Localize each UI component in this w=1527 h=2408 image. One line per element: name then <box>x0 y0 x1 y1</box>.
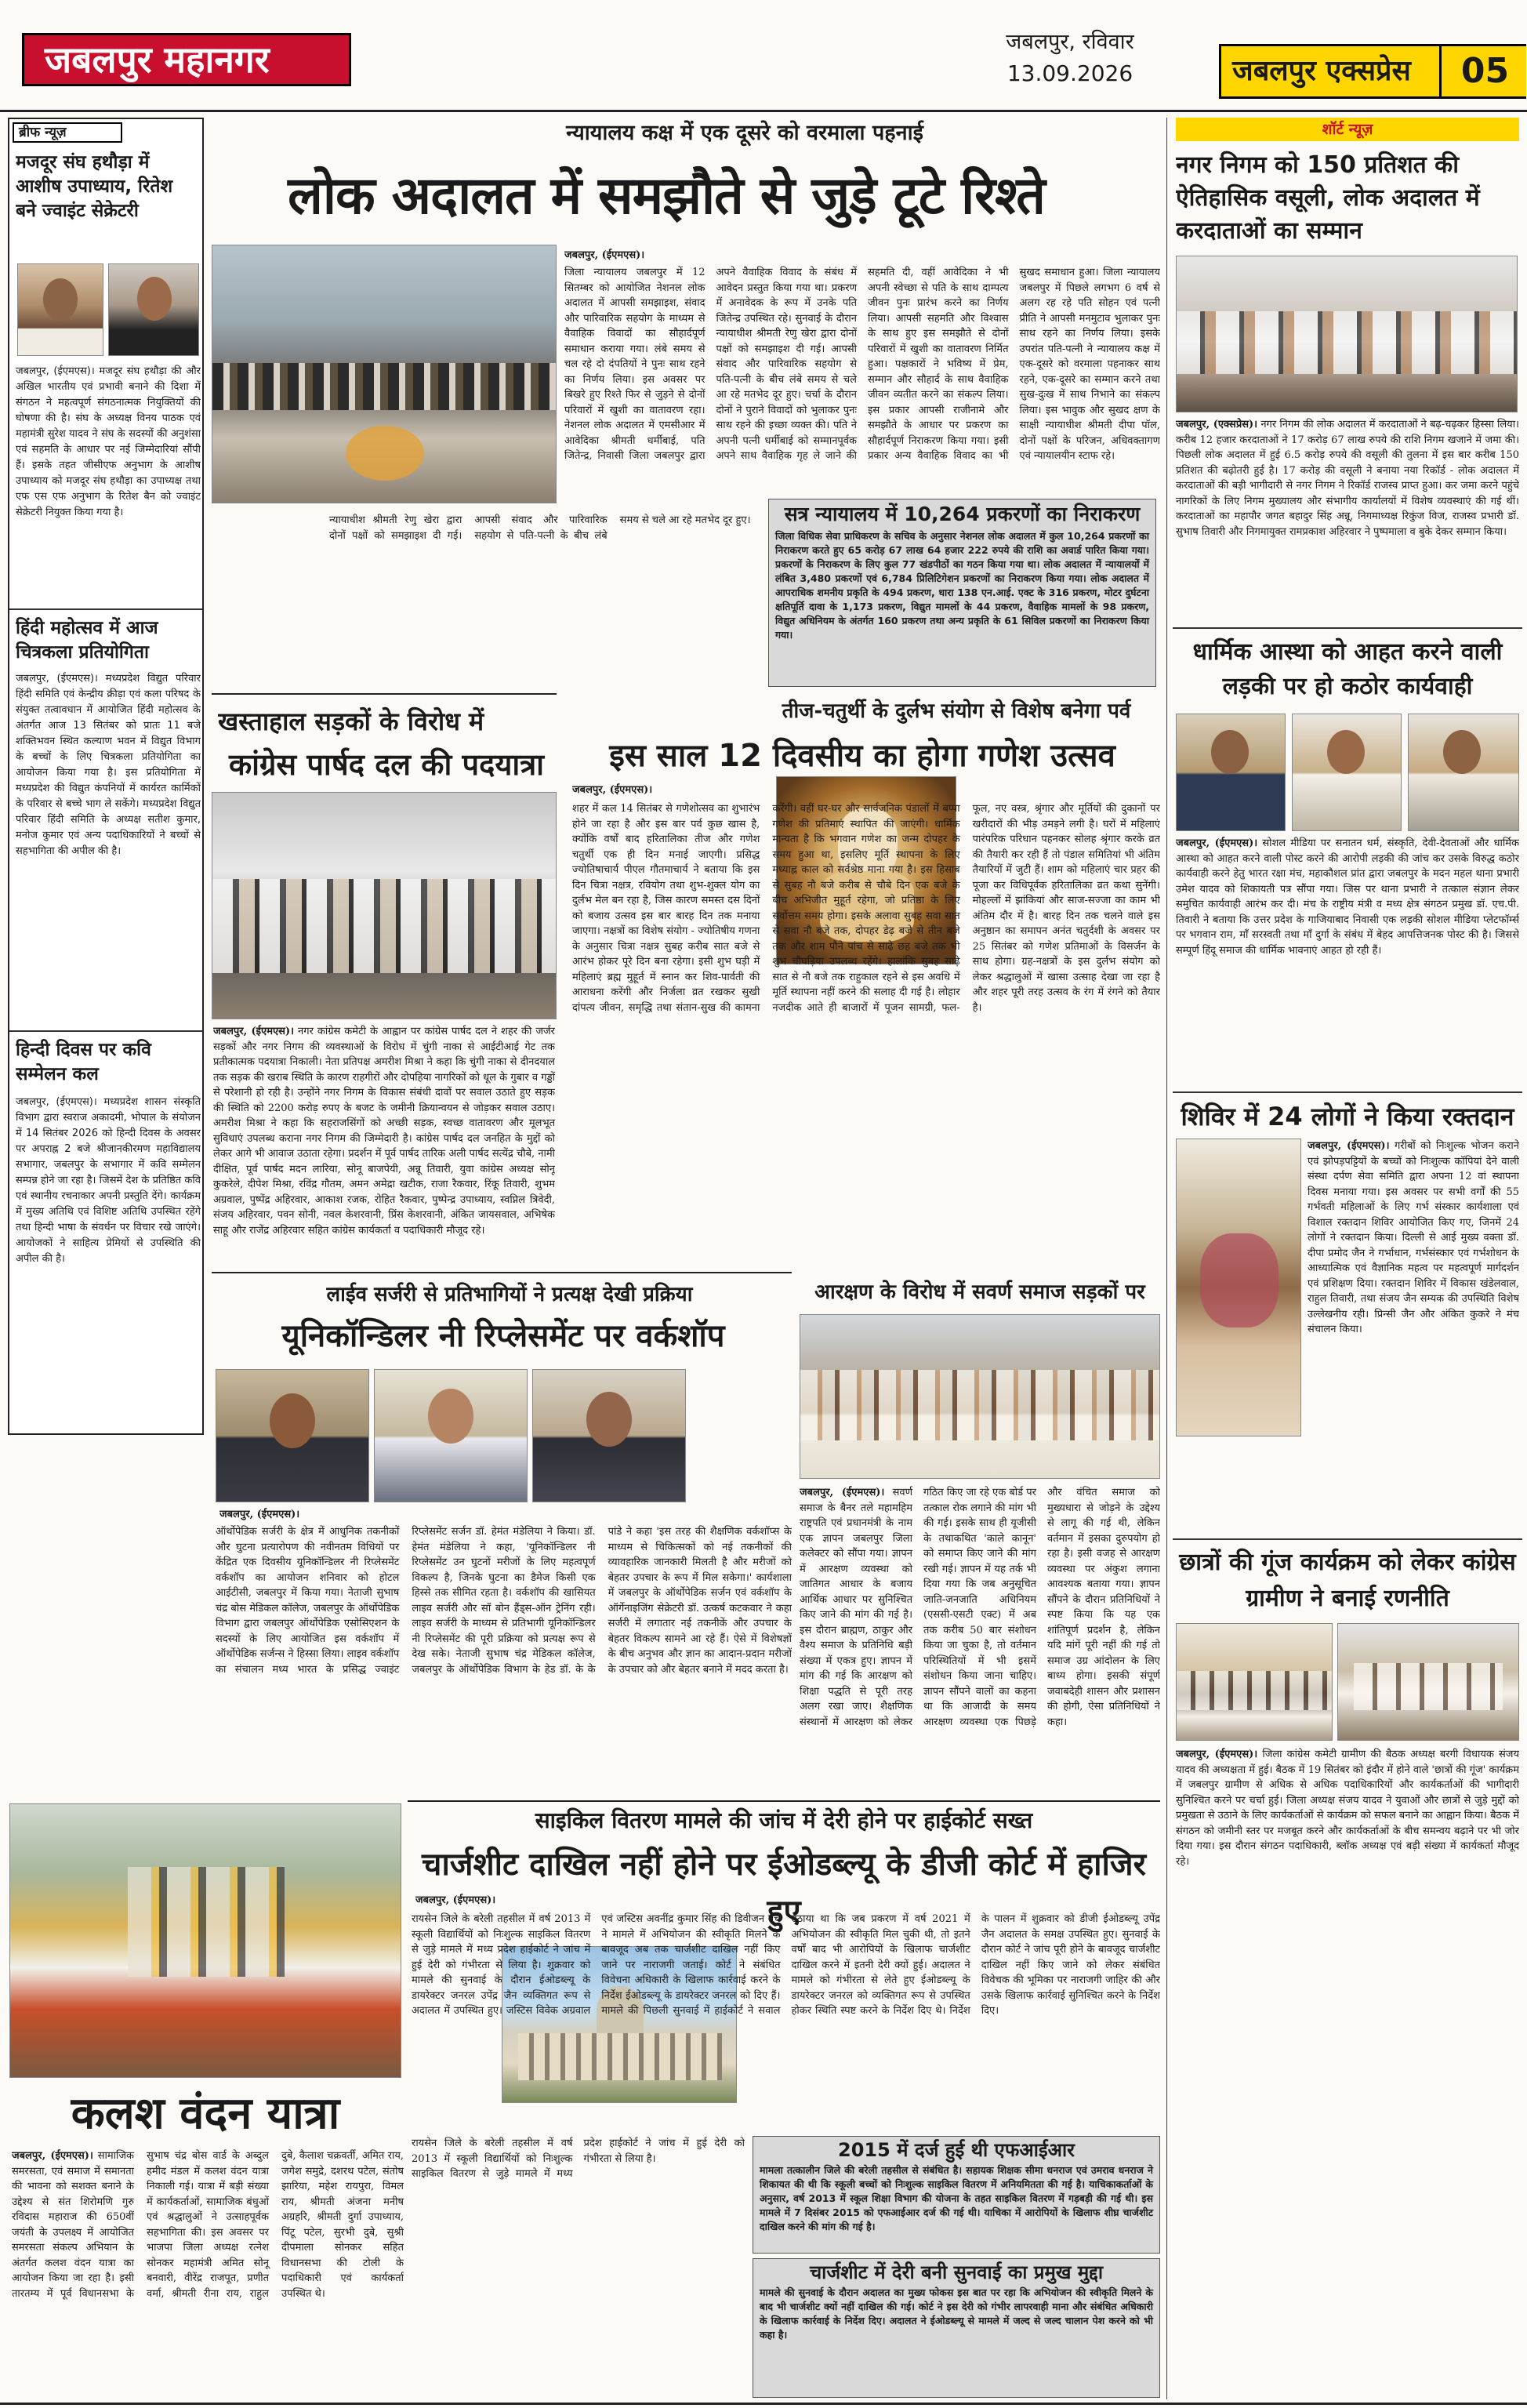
brief-3-headline: हिन्दी दिवस पर कवि सम्मेलन कल <box>16 1040 151 1084</box>
short-3-headline: शिविर में 24 लोगों ने किया रक्तदान <box>1181 1102 1514 1131</box>
brief-news-column <box>8 118 204 1435</box>
top-story-continued-text: न्यायाधीश श्रीमती रेणु खेरा द्वारा दोनों पक्षों को समझाइश दी गई। आपसी संवाद और पारिवारिक सहयोग से पति-पत्नी के बीच लंबे समय से चले आ रहे मतभेद दूर हुए। <box>329 514 751 542</box>
short-2-headline: धार्मिक आस्था को आहत करने वाली लड़की पर हो कठोर कार्यवाही <box>1192 638 1503 700</box>
short-divider-1 <box>1173 627 1522 629</box>
eow-box-fir-title: 2015 में दर्ज हुई थी एफआईआर <box>838 2139 1075 2161</box>
footer-rule <box>0 2403 1527 2405</box>
eow-body-continued <box>412 2136 745 2398</box>
short-3-body: जबलपुर, (ईएमएस)। गरीबों को निःशुल्क भोजन कराने एवं झोपड़पट्टियों के बच्चों को निःशुल्क कॉपियां देने वाली संस्था दर्पण सेवा समिति द्वारा अपना 12 वां स्थापना दिवस मनाया गया। इस अवसर पर सभी वर्गों की 55 गर्भवती महिलाओं के लिए गर्भ संस्कार कार्यशाला एवं विशाल रक्तदान शिविर आयोजित किए गए, जिनमें 24 लोगों ने रक्तदान किया। दिल्ली से आई मुख्य वक्ता डॉ. दीपा प्रमोद जैन ने गर्भाधान, गर्भसंस्कार एवं गर्भशोधन के आध्यात्मिक एवं वैज्ञानिक महत्व पर महत्वपूर्ण मार्गदर्शन एवं प्रशिक्षण दिया। रक्तदान शिविर में विकास खंडेलवाल, राहुल तिवारी, तथा संजय जैन सम्यक की उपस्थिति विशेष उल्लेखनीय रही। प्रिन्सी जैन और अंकित कुकरे ने मंच संचालन किया। <box>1308 1140 1519 1335</box>
eow-headline: चार्जशीट दाखिल नहीं होने पर ईओडब्ल्यू के डीजी कोर्ट में हाजिर हुए <box>422 1847 1146 1930</box>
eow-box-fir <box>753 2136 1160 2254</box>
padyatra-headline-1: खस्ताहाल सड़कों के विरोध में <box>218 706 484 736</box>
padyatra-headline-2: कांग्रेस पार्षद दल की पदयात्रा <box>228 747 545 782</box>
page-number-box <box>1439 46 1526 96</box>
short-1-photo <box>1176 256 1518 412</box>
top-story-sidebox <box>768 499 1156 687</box>
top-story-body-continued <box>329 513 753 685</box>
eow-dateline: जबलपुर, (ईएमएस)। <box>415 1894 496 1906</box>
short-4-photo <box>1176 1623 1333 1741</box>
surgery-body: ऑर्थोपेडिक सर्जरी के क्षेत्र में आधुनिक तकनीकों और घुटना प्रत्यारोपण की नवीनतम विधियों पर केंद्रित एक दिवसीय यूनिकॉन्डिलर नी रिप्लेसमेंट वर्कशॉप का आयोजन शनिवार को होटल आईटीसी, जबलपुर में किया गया। नेताजी सुभाष चंद्र बोस मेडिकल कॉलेज, जबलपुर के ऑर्थोपेडिक विभाग द्वारा जबलपुर ऑर्थोपेडिक एसोसिएशन के सदस्यों के लिए आयोजित इस वर्कशॉप में ऑर्थोपेडिक सर्जन्स ने हिस्सा लिया। लाइव वर्कशॉप का संचालन मध्य भारत के प्रसिद्ध ज्वाइंट रिप्लेसमेंट सर्जन डॉ. हेमंत मंडेलिया ने किया। डॉ. हेमंत मंडेलिया ने कहा, 'यूनिकॉन्डिलर नी रिप्लेसमेंट उन घुटनों मरीजों के लिए महत्वपूर्ण विकल्प है, जिनके घुटना का डैमेज किसी एक हिस्से तक सीमित रहता है। वर्कशॉप की खासियत लाइव सर्जरी और सॉ बोन हैंड्स-ऑन ट्रेनिंग रही। लाइव सर्जरी के माध्यम से प्रतिभागी यूनिकॉन्डिलर नी रिप्लेसमेंट की पूरी प्रक्रिया को प्रत्यक्ष रूप से देख सके। नेताजी सुभाष चंद्र मेडिकल कॉलेज, जबलपुर के ऑर्थोपेडिक विभाग के हेड डॉ. के के पांडे ने कहा 'इस तरह की शैक्षणिक वर्कशॉप्स के माध्यम से चिकित्सकों को नई तकनीकों की व्यावहारिक जानकारी मिलती है और मरीजों को बेहतर उपचार के रूप में मिल सकेगा।' कार्यशाला में जबलपुर के ऑर्थोपेडिक सर्जन एवं वर्कशॉप के ऑर्गेनाइजिंग सेक्रेटरी डॉ. उत्कर्ष कटकवार ने कहा सर्जरी में लगातार नई तकनीकें और उपचार के बेहतर विकल्प सामने आ रहे हैं। ऐसे में विशेषज्ञों के बीच अनुभव और ज्ञान का आदान-प्रदान मरीजों के उपचार को और बेहतर बनाने में मदद करता है। <box>216 1526 792 1676</box>
short-news-label-bar: शॉर्ट न्यूज़ <box>1176 118 1519 141</box>
brief-divider-1 <box>9 608 202 610</box>
aarakshan-body: जबलपुर, (ईएमएस)। सवर्ण समाज के बैनर तले महामहिम राष्ट्रपति एवं प्रधानमंत्री के नाम एक ज्ञापन जबलपुर जिला कलेक्टर को सौंपा गया। ज्ञापन में आरक्षण व्यवस्था को जातिगत आधार के बजाय आर्थिक आधार पर सुनिश्चित किए जाने की मांग की गई है। इस दौरान ब्राह्मण, ठाकुर और वैश्य समाज के प्रतिनिधि बड़ी संख्या में एकत्र हुए। ज्ञापन में मांग की गई कि आरक्षण को शिक्षा पद्धति से पूरी तरह अलग रखा जाए। शैक्षणिक संस्थानों में आरक्षण को लेकर गठित किए जा रहे एक बोर्ड पर तत्काल रोक लगाने की मांग भी की गई। इसके साथ ही यूजीसी के तथाकथित 'काले कानून' को समाप्त किए जाने की मांग रखी गई। ज्ञापन में यह तर्क भी दिया गया कि जब अनुसूचित जाति-जनजाति अधिनियम (एससी-एसटी एक्ट) में अब तक करीब 50 बार संशोधन किया जा चुका है, तो वर्तमान परिस्थितियों में भी इसमें संशोधन किया जाना चाहिए। ज्ञापन सौंपने वालों का कहना था कि आजादी के समय आरक्षण व्यवस्था एक पिछड़े और वंचित समाज को मुख्यधारा से जोड़ने के उद्देश्य से लागू की गई थी, लेकिन वर्तमान में इसका दुरुपयोग हो रहा है। इसी वजह से आरक्षण व्यवस्था पर अंकुश लगाना आवश्यक बताया गया। ज्ञापन सौंपने के दौरान प्रतिनिधियों ने स्पष्ट किया कि यह एक शांतिपूर्ण प्रदर्शन है, लेकिन यदि मांगें पूरी नहीं की गई तो समाज उग्र आंदोलन के लिए बाध्य होगा। इसकी संपूर्ण जवाबदेही शासन और प्रशासन की होगी, ऐसा प्रतिनिधियों ने कहा। <box>800 1487 1160 1728</box>
kalash-body: जबलपुर, (ईएमएस)। सामाजिक समरसता, एवं समाज में समानता की भावना को सशक्त बनाने के उद्देश्य से संत शिरोमणि गुरु रविदास महाराज की 650वीं जयंती के उपलक्ष्य में आयोजित समरसता संकल्प अभियान के अंतर्गत कलश वंदन यात्रा का आयोजन किया जा रहा है। इसी तारतम्य में पूर्व विधानसभा के सुभाष चंद्र बोस वार्ड के अब्दुल हमीद मंडल में कलश वंदन यात्रा निकाली गई। यात्रा में बड़ी संख्या में कार्यकर्ताओं, सामाजिक बंधुओं एवं श्रद्धालुओं ने उत्साहपूर्वक सहभागिता की। इस अवसर पर भाजपा जिला अध्यक्ष रत्नेश सोनकर महामंत्री अमित सोनू बनवारी, वीरेंद्र राजपूत, प्रणीत वर्मा, श्रीमती रीना राय, राहुल दुबे, कैलाश चक्रवर्ती, अमित राय, जगेश समुद्रे, दशरथ पटेल, संतोष झारिया, महेश रायपुरा, विमल राय, श्रीमती अंजना मनीष अग्रहरि, श्रीमती दुर्गा उपाध्याय, पिंटू पटेल, सुरभी दुबे, सुश्री दीपमाला सोनकर सहित विधानसभा की टोली के पदाधिकारी एवं कार्यकर्ता उपस्थित थे। <box>12 2150 404 2300</box>
aarakshan-photo <box>800 1314 1160 1479</box>
section-title: जबलपुर महानगर <box>45 38 270 81</box>
brief-2-headline: हिंदी महोत्सव में आज चित्रकला प्रतियोगिता <box>16 618 158 663</box>
short-1-text: नगर निगम की लोक अदालत में करदाताओं ने बढ़-चढ़कर हिस्सा लिया। करीब 12 हजार करदाताओं ने 17 करोड़ 67 लाख रुपये की राशि निगम खजाने में जमा की। पिछली लोक अदालत में हुई 6.5 करोड़ रुपये की वसूली की तुलना में इस बार करीब 150 प्रतिशत की बढ़ोतरी हुई है। 17 करोड़ की वसूली ने बनाया नया रिकॉर्ड - लोक अदालत में करदाताओं की बड़ी भागीदारी से नगर निगम ने रिकॉर्ड राजस्व प्राप्त हुआ। कर जमा करने पहुंचे नागरिकों के लिए निगम मुख्यालय और संभागीय कार्यालयों में विशेष व्यवस्थाएं की गई थीं। करदाताओं का महापौर जगत बहादुर सिंह अन्नू, निगमाध्यक्ष रिकुंज विज, राजस्व प्रभारी डॉ. सुभाष तिवारी और निगमायुक्त रामप्रकाश अहिरवार ने पुष्पमाला व बुके देकर सम्मान किया। <box>1176 419 1519 538</box>
top-story-photo <box>212 245 557 503</box>
short-4-text: जिला कांग्रेस कमेटी ग्रामीण की बैठक अध्यक्ष बरगी विधायक संजय यादव की अध्यक्षता में हुई। बैठक में 19 सितंबर को इंदौर में होने वाले 'छात्रों की गूंज' कार्यक्रम में जबलपुर ग्रामीण से अधिक से अधिक पदाधिकारियों और कार्यकर्ताओं की भागीदारी सुनिश्चित करने पर चर्चा हुई। जिला अध्यक्ष संजय यादव ने युवाओं और छात्रों से जुड़े मुद्दों को प्रमुखता से उठाने के लिए कार्यकर्ताओं से कार्यक्रम को सफल बनाने का आह्वान किया। बैठक में संगठन को जमीनी स्तर पर मजबूत करने और कार्यकर्ताओं के बीच समन्वय बढ़ाने पर भी जोर दिया गया। इस दौरान संगठन पदाधिकारी, ब्लॉक अध्यक्ष एवं बड़ी संख्या में कार्यकर्ता मौजूद रहे। <box>1176 1749 1519 1868</box>
ganesh-kicker: तीज-चतुर्थी के दुर्लभ संयोग से विशेष बनेगा पर्व <box>782 699 1131 723</box>
top-story-kicker: न्यायालय कक्ष में एक दूसरे को वरमाला पहनाई <box>566 121 923 145</box>
surgery-headline: यूनिकॉन्डिलर नी रिप्लेसमेंट पर वर्कशॉप <box>281 1318 725 1354</box>
top-story-dateline: जबलपुर, (ईएमएस)। <box>564 249 645 261</box>
eow-kicker: साइकिल वितरण मामले की जांच में देरी होने पर हाईकोर्ट सख्त <box>535 1807 1033 1833</box>
aarakshan-text: सवर्ण समाज के बैनर तले महामहिम राष्ट्रपति एवं प्रधानमंत्री के नाम एक ज्ञापन जबलपुर जिला कलेक्टर को सौंपा गया। ज्ञापन में आरक्षण व्यवस्था को जातिगत आधार के बजाय आर्थिक आधार पर सुनिश्चित किए जाने की मांग की गई है। इस दौरान ब्राह्मण, ठाकुर और वैश्य समाज के प्रतिनिधि बड़ी संख्या में एकत्र हुए। ज्ञापन में मांग की गई कि आरक्षण को शिक्षा पद्धति से पूरी तरह अलग रखा जाए। शैक्षणिक संस्थानों में आरक्षण को लेकर गठित किए जा रहे एक बोर्ड पर तत्काल रोक लगाने की मांग भी की गई। इसके साथ ही यूजीसी के तथाकथित 'काले कानून' को समाप्त किए जाने की मांग रखी गई। ज्ञापन में यह तर्क भी दिया गया कि जब अनुसूचित जाति-जनजाति अधिनियम (एससी-एसटी एक्ट) में अब तक करीब 50 बार संशोधन किया जा चुका है, तो वर्तमान परिस्थितियों में भी इसमें संशोधन किया जाना चाहिए। ज्ञापन सौंपने वालों का कहना था कि आजादी के समय आरक्षण व्यवस्था एक पिछड़े और वंचित समाज को मुख्यधारा से जोड़ने के उद्देश्य से लागू की गई थी, लेकिन वर्तमान में इसका दुरुपयोग हो रहा है। इसी वजह से आरक्षण व्यवस्था पर अंकुश लगाना आवश्यक बताया गया। ज्ञापन सौंपने के दौरान प्रतिनिधियों ने स्पष्ट किया कि यह एक शांतिपूर्ण प्रदर्शन है, लेकिन यदि मांगें पूरी नहीं की गई तो समाज उग्र आंदोलन के लिए बाध्य होगा। इसकी संपूर्ण जवाबदेही शासन और प्रशासन की होगी, ऐसा प्रतिनिधियों ने कहा। <box>800 1487 1160 1728</box>
brief-1-headline: मजदूर संघ हथौड़ा में आशीष उपाध्याय, रितेश बने ज्वाइंट सेक्रेटरी <box>16 152 173 221</box>
paper-banner <box>1219 44 1526 99</box>
eow-continued-text: रायसेन जिले के बरेली तहसील में वर्ष 2013 में स्कूली विद्यार्थियों को निःशुल्क साइकिल वितरण से जुड़े मामले में मध्य प्रदेश हाईकोर्ट ने जांच में हुई देरी को गंभीरता से लिया है। <box>412 2137 745 2180</box>
ganesh-body: शहर में कल 14 सितंबर से गणेशोत्सव का शुभारंभ होने जा रहा है और इस बार पर्व कुछ खास है, क्योंकि वर्षों बाद हरितालिका तीज और गणेश चतुर्थी एक ही दिन मनाई जाएगी। प्रसिद्ध ज्योतिषाचार्य पीएल गौतमाचार्य ने बताया कि इस दिन चित्रा नक्षत्र, रवियोग तथा शुभ-शुक्ल योग का दुर्लभ मेल बन रहा है, जिस कारण समस्त दस दिनों को बजाय उत्सव इस बार बारह दिन तक मनाया जाएगा। नक्षत्रों का विशेष संयोग - ज्योतिषीय गणना के अनुसार चित्रा नक्षत्र सुबह करीब सात बजे से आरंभ होकर पूरे दिन बना रहेगा। इसी शुभ घड़ी में महिलाएं ब्रह्म मुहूर्त में स्नान कर शिव-पार्वती की आराधना करेंगी और निर्जला व्रत रखकर सुखी दांपत्य जीवन, समृद्धि तथा संतान-सुख की कामना करेंगी। वहीं घर-घर और सार्वजनिक पंडालों में बप्पा गणेश की प्रतिमाएं स्थापित की जाएंगी। धार्मिक मान्यता है कि भगवान गणेश का जन्म दोपहर के समय हुआ था, इसलिए मूर्ति स्थापना के लिए मध्याह्न काल को सर्वश्रेष्ठ माना गया है। इस हिसाब से सुबह नौ बजे करीब से चौबे दिन एक बजे के बीच अभिजीत मुहूर्त रहेगा, जो प्रतिष्ठा के लिए सर्वोत्तम समय होगा। इसके अलावा सुबह सवा सात से सवा नौ बजे तक, दोपहर डेढ़ बजे से तीन बजे तक और शाम पौने पांच से साढ़े छह बजे तक भी शुभ चौघड़िया उपलब्ध रहेंगे। हालांकि सुबह साढ़े सात से नौ बजे तक राहुकाल रहने से इस अवधि में मूर्ति स्थापना नहीं करने की सलाह दी गई है। लोहार नजदीक आते ही बाजारों में पूजन सामग्री, फल-फूल, नए वस्त्र, श्रृंगार और मूर्तियों की दुकानों पर खरीदारों की भीड़ उमड़ने लगी है। घरों में महिलाएं पारंपरिक परिधान पहनकर सोलह श्रृंगार करके व्रत की तैयारी कर रही हैं तो पंडाल समितियां भी अंतिम तैयारियों में जुटी हैं। शाम को महिलाएं चार प्रहर की पूजा कर विधिपूर्वक हरितालिका व्रत कथा सुनेंगी। मोहल्लों में झांकियां और साज-सज्जा का काम भी अंतिम दौर में है। बारह दिन तक चलने वाले इस अनुष्ठान का समापन अनंत चतुर्दशी के अवसर पर 25 सितंबर को गणेश प्रतिमाओं के विसर्जन के साथ होगा। ग्रह-नक्षत्रों के इस दुर्लभ संयोग को लेकर श्रद्धालुओं में खासा उत्साह देखा जा रहा है और शहर पूरी तरह उत्सव के रंग में रंगने को तैयार है। <box>572 803 1160 1014</box>
sidebox-title: सत्र न्यायालय में 10,264 प्रकरणों का निराकरण <box>784 503 1141 525</box>
ganesh-headline: इस साल 12 दिवसीय का होगा गणेश उत्सव <box>609 738 1115 774</box>
short-2-photo-2 <box>1292 714 1402 831</box>
brief-2-text: जबलपुर, (ईएमएस)। मध्यप्रदेश विद्युत परिवार हिंदी समिति एवं केन्द्रीय क्रीड़ा एवं कला परिषद के संयुक्त तत्वावधान में आयोजित हिंदी महोत्सव के अंतर्गत आज 13 सितंबर को प्रातः 11 बजे शक्तिभवन स्थित कल्याण भवन में विद्युत विभाग के बच्चों के लिए चित्रकला प्रतियोगिता का आयोजन किया गया है। इस प्रतियोगिता में मध्यप्रदेश की विद्युत कंपनियों में कार्यरत कार्मिकों के परिवार से बच्चे भाग ले सकेंगे। मध्यप्रदेश विद्युत परिवार हिंदी समिति के अध्यक्ष सतीश कुमार, मनोज कुमार एवं अन्य पदाधिकारियों ने बच्चों से सहभागिता की अपील की है। <box>16 673 201 857</box>
surgery-photo-3 <box>532 1369 686 1502</box>
short-divider-3 <box>1173 1538 1522 1540</box>
short-1-body: जबलपुर, (एक्सप्रेस)। नगर निगम की लोक अदालत में करदाताओं ने बढ़-चढ़कर हिस्सा लिया। करीब 12 हजार करदाताओं ने 17 करोड़ 67 लाख रुपये की राशि निगम खजाने में जमा की। पिछली लोक अदालत में हुई 6.5 करोड़ रुपये की वसूली की तुलना में इस बार करीब 150 प्रतिशत की बढ़ोतरी हुई है। 17 करोड़ की वसूली ने बनाया नया रिकॉर्ड - लोक अदालत में करदाताओं की बड़ी भागीदारी से नगर निगम ने रिकॉर्ड राजस्व प्राप्त हुआ। कर जमा करने पहुंचे नागरिकों के लिए निगम मुख्यालय और संभागीय कार्यालयों में विशेष व्यवस्थाएं की गई थीं। करदाताओं का महापौर जगत बहादुर सिंह अन्नू, निगमाध्यक्ष रिकुंज विज, राजस्व प्रभारी डॉ. सुभाष तिवारी और निगमायुक्त रामप्रकाश अहिरवार ने पुष्पमाला व बुके देकर सम्मान किया। <box>1176 419 1519 538</box>
eow-box-delay-title: चार्जशीट में देरी बनी सुनवाई का प्रमुख मुद्दा <box>809 2261 1104 2283</box>
short-4-headline: छात्रों की गूंज कार्यक्रम को लेकर कांग्रेस ग्रामीण ने बनाई रणनीति <box>1179 1549 1516 1612</box>
brief-1-photo-left <box>17 263 103 356</box>
kalash-photo <box>9 1803 401 2078</box>
header-rule <box>0 110 1527 112</box>
short-2-body: जबलपुर, (ईएमएस)। सोशल मीडिया पर सनातन धर्म, संस्कृति, देवी-देवताओं और धार्मिक आस्था को आहत करने वाली पोस्ट करने की आरोपी लड़की की जांच कर उसके विरुद्ध कठोर कार्यवाही करने हेतु भारत रक्षा मंच, महाकौशल प्रांत द्वारा जबलपुर के मदन महल थाना प्रभारी उमेश यादव को शिकायती पत्र सौंपा गया। जिस पर थाना प्रभारी ने तत्काल संज्ञान लेकर समुचित कार्यवाही आरंभ कर दी। मंच के राष्ट्रीय मंत्री व मध्य क्षेत्र संगठन प्रमुख डॉ. एच.पी. तिवारी ने बताया कि उत्तर प्रदेश के गाजियाबाद निवासी एक लड़की सोशल मीडिया प्लेटफॉर्म्स पर भगवान राम, माँ सरस्वती तथा माँ दुर्गा के संबंध में बेहद आपत्तिजनक पोस्ट की है। जिससे सम्पूर्ण हिंदू समाज की धार्मिक भावनाएं आहत हो रही हैं। <box>1176 837 1519 957</box>
dateline-block <box>952 27 1188 97</box>
short-3-text: गरीबों को निःशुल्क भोजन कराने एवं झोपड़पट्टियों के बच्चों को निःशुल्क कॉपियां देने वाली संस्था दर्पण सेवा समिति द्वारा अपना 12 वां स्थापना दिवस मनाया गया। इस अवसर पर सभी वर्गों की 55 गर्भवती महिलाओं के लिए गर्भ संस्कार कार्यशाला एवं विशाल रक्तदान शिविर आयोजित किए गए, जिनमें 24 लोगों ने रक्तदान किया। दिल्ली से आई मुख्य वक्ता डॉ. दीपा प्रमोद जैन ने गर्भाधान, गर्भसंस्कार एवं गर्भशोधन के आध्यात्मिक एवं वैज्ञानिक महत्व पर महत्वपूर्ण मार्गदर्शन एवं प्रशिक्षण दिया। रक्तदान शिविर में विकास खंडेलवाल, राहुल तिवारी, तथा संजय जैन सम्यक की उपस्थिति विशेष उल्लेखनीय रही। प्रिन्सी जैन और अंकित कुकरे ने मंच संचालन किया। <box>1308 1140 1519 1335</box>
surgery-photo-1 <box>216 1369 369 1502</box>
aarakshan-kicker: आरक्षण के विरोध में सवर्ण समाज सड़कों पर <box>814 1280 1145 1304</box>
brief-3-text: जबलपुर, (ईएमएस)। मध्यप्रदेश शासन संस्कृति विभाग द्वारा स्वराज अकादमी, भोपाल के संयोजन में 14 सितंबर 2026 को हिन्दी दिवस के अवसर पर अपराह्न 2 बजे श्रीजानकीरमण महाविद्यालय सभागार, जबलपुर के सभागार में कवि सम्मेलन सम्पन्न होने जा रहा है। जिसमें देश के प्रतिष्ठित कवि एवं स्थानीय रचनाकार अपनी प्रस्तुति देंगे। कार्यक्रम में मुख्य अतिथि एवं विशिष्ट अतिथि उपस्थित रहेंगे तथा हिन्दी भाषा के संवर्धन पर विचार रखे जाएंगे। आयोजकों ने साहित्य प्रेमियों से उपस्थिति की अपील की है। <box>16 1096 201 1265</box>
eow-body: रायसेन जिले के बरेली तहसील में वर्ष 2013 में स्कूली विद्यार्थियों को निःशुल्क साइकिल वितरण से जुड़े मामले में मध्य प्रदेश हाईकोर्ट ने जांच में हुई देरी को गंभीरता से लिया है। शुक्रवार को मामले की सुनवाई के दौरान ईओडब्ल्यू के डायरेक्टर जनरल उपेंद्र जैन व्यक्तिगत रूप से अदालत में उपस्थित हुए। जस्टिस विवेक अग्रवाल एवं जस्टिस अवनींद्र कुमार सिंह की डिवीजन बेंच ने मामले में अभियोजन की स्वीकृति मिलने के बावजूद अब तक चार्जशीट दाखिल नहीं किए जाने पर नाराजगी जताई। कोर्ट ने संबंधित विवेचना अधिकारी के खिलाफ कार्रवाई करने के निर्देश ईओडब्ल्यू के डायरेक्टर जनरल को दिए हैं। मामले की पिछली सुनवाई में हाईकोर्ट ने सवाल उठाया था कि जब प्रकरण में वर्ष 2021 में अभियोजन की स्वीकृति मिल चुकी थी, तो इतने वर्षों बाद भी आरोपियों के खिलाफ चार्जशीट दाखिल करने में इतनी देरी क्यों हुई। अदालत ने मामले को गंभीरता से लेते हुए ईओडब्ल्यू के डायरेक्टर जनरल को व्यक्तिगत रूप से उपस्थित होकर स्थिति स्पष्ट करने के निर्देश दिए थे। निर्देश के पालन में शुक्रवार को डीजी ईओडब्ल्यू उपेंद्र जैन अदालत के समक्ष उपस्थित हुए। सुनवाई के दौरान कोर्ट ने जांच पूरी होने के बावजूद चार्जशीट दाखिल नहीं किए जाने को लेकर संबंधित विवेचक की भूमिका पर नाराजगी जाहिर की और उसके खिलाफ कार्रवाई सुनिश्चित करने के निर्देश दिए। <box>412 1913 1160 2017</box>
brief-1-text: जबलपुर, (ईएमएस)। मजदूर संघ हथौड़ा की और अखिल भारतीय एवं प्रभावी बनाने की दिशा में संगठन ने महत्वपूर्ण संगठनात्मक नियुक्तियों की घोषणा की है। संघ के अध्यक्ष विनय पाठक एवं महामंत्री सुरेश यादव ने संघ के सदस्यों की अनुशंसा एवं सहमति के आधार पर नई जिम्मेदारियां सौंपी हैं। इसके तहत जीसीएफ अनुभाग के आशीष उपाध्याय को मजदूर संघ हथौड़ा का उपाध्यक्ष तथा एफ एस एफ अनुभाग के रितेश बैन को ज्वाइंट सेक्रेटरी नियुक्त किया गया है। <box>16 365 201 518</box>
ganesh-dateline: जबलपुर, (ईएमएस)। <box>572 784 653 796</box>
surgery-top-rule <box>212 1272 792 1273</box>
short-4-body: जबलपुर, (ईएमएस)। जिला कांग्रेस कमेटी ग्रामीण की बैठक अध्यक्ष बरगी विधायक संजय यादव की अध्यक्षता में हुई। बैठक में 19 सितंबर को इंदौर में होने वाले 'छात्रों की गूंज' कार्यक्रम में जबलपुर ग्रामीण से अधिक से अधिक पदाधिकारियों और कार्यकर्ताओं की भागीदारी सुनिश्चित करने पर चर्चा हुई। जिला अध्यक्ष संजय यादव ने युवाओं और छात्रों से जुड़े मुद्दों को प्रमुखता से उठाने के लिए कार्यकर्ताओं से कार्यक्रम को सफल बनाने का आह्वान किया। बैठक में संगठन को जमीनी स्तर पर मजबूत करने और कार्यकर्ताओं के बीच समन्वय बढ़ाने पर भी जोर दिया गया। इस दौरान संगठन पदाधिकारी, ब्लॉक अध्यक्ष एवं बड़ी संख्या में कार्यकर्ता मौजूद रहे। <box>1176 1749 1519 1868</box>
short-3-photo <box>1176 1139 1301 1436</box>
paper-name: जबलपुर एक्सप्रेस <box>1232 55 1411 87</box>
eow-top-rule <box>408 1800 1160 1802</box>
short-2-text: सोशल मीडिया पर सनातन धर्म, संस्कृति, देवी-देवताओं और धार्मिक आस्था को आहत करने वाली पोस्ट करने की आरोपी लड़की की जांच कर उसके विरुद्ध कठोर कार्यवाही करने हेतु भारत रक्षा मंच, महाकौशल प्रांत द्वारा जबलपुर के मदन महल थाना प्रभारी उमेश यादव को शिकायती पत्र सौंपा गया। जिस पर थाना प्रभारी ने तत्काल संज्ञान लेकर समुचित कार्यवाही आरंभ कर दी। मंच के राष्ट्रीय मंत्री व मध्य क्षेत्र संगठन प्रमुख डॉ. एच.पी. तिवारी ने बताया कि उत्तर प्रदेश के गाजियाबाद निवासी एक लड़की सोशल मीडिया प्लेटफॉर्म्स पर भगवान राम, माँ सरस्वती तथा माँ दुर्गा के संबंध में बेहद आपत्तिजनक पोस्ट की है। जिससे सम्पूर्ण हिंदू समाज की धार्मिक भावनाएं आहत हो रही हैं। <box>1176 837 1519 957</box>
short-2-photo-1 <box>1176 714 1286 831</box>
brief-1-photo-right <box>108 263 199 356</box>
short-2-photo-3 <box>1408 714 1519 831</box>
top-story-body: जिला न्यायालय जबलपुर में 12 सितम्बर को आयोजित नेशनल लोक अदालत में आपसी समझाइश, संवाद और पारिवारिक सहयोग के माध्यम से वैवाहिक विवादों का सौहार्दपूर्ण समाधान कराया गया। लंबे समय से चल रहे दो दंपतियों ने पुनः साथ रहने का निर्णय लिया। इस अवसर पर बिखरे हुए रिश्ते फिर से जुड़ने से दोनों परिवारों में खुशी का वातावरण रहा। नेशनल लोक अदालत में एमसीआर में आवेदिका श्रीमती धर्मीबाई, पति जितेन्द्र, निवासी जिला जबलपुर द्वारा अपने वैवाहिक विवाद के संबंध में आवेदन प्रस्तुत किया गया था। प्रकरण में अनावेदक के रूप में उनके पति जितेन्द्र उपस्थित रहे। सुनवाई के दौरान न्यायाधीश श्रीमती रेणु खेरा द्वारा दोनों पक्षों को समझाइश दी गई। आपसी संवाद और पारिवारिक सहयोग से पति-पत्नी के बीच लंबे समय से चले आ रहे मतभेद दूर हुए। चर्चा के दौरान दोनों ने पुराने विवादों को भुलाकर पुनः साथ रहने की इच्छा व्यक्त की। पति ने अपनी पत्नी धर्मीबाई को सम्मानपूर्वक अपने साथ वैवाहिक गृह ले जाने की सहमति दी, वहीं आवेदिका ने भी अपनी स्वेच्छा से पति के साथ दाम्पत्य जीवन पुनः प्रारंभ करने का निर्णय लिया। आपसी सहमति और विश्वास के साथ हुए इस समझौते से दोनों परिवारों में खुशी का वातावरण निर्मित हुआ। पक्षकारों ने भविष्य में प्रेम, सम्मान और सौहार्द के साथ वैवाहिक जीवन व्यतीत करने का संकल्प लिया। इस प्रकार आपसी राजीनामे और समझौते के आधार पर प्रकरण का सौहार्दपूर्ण निराकरण किया गया। इसी प्रकार अन्य वैवाहिक विवाद का भी सुखद समाधान हुआ। जिला न्यायालय जबलपुर में पिछले लगभग 6 वर्ष से अलग रह रहे पति सोहन एवं पत्नी प्रीति ने आपसी मनमुटाव भुलाकर पुनः साथ रहने का निर्णय लिया। इसके उपरांत पति-पत्नी ने न्यायालय कक्ष में एक-दूसरे को वरमाला पहनाकर साथ रहने, एक-दूसरे का सम्मान करने तथा सुख-दुःख में साथ निभाने का संकल्प लिया। इस भावुक और सुखद क्षण के साक्षी न्यायाधीश श्रीमती दीपा पॉल, दोनों पक्षों के परिजन, अधिवक्तागण एवं न्यायालयीन स्टाफ रहे। <box>564 267 1160 462</box>
short-divider-2 <box>1173 1091 1522 1093</box>
short-4-photo-2 <box>1337 1623 1519 1741</box>
short-1-headline: नगर निगम को 150 प्रतिशत की ऐतिहासिक वसूली, लोक अदालत में करदाताओं का सम्मान <box>1176 151 1480 245</box>
padyatra-body: जबलपुर, (ईएमएस)। नगर कांग्रेस कमेटी के आह्वान पर कांग्रेस पार्षद दल ने शहर की जर्जर सड़कों और नगर निगम की व्यवस्थाओं के विरोध में चुंगी नाका से आईटीआई गेट तक प्रतीकात्मक पदयात्रा निकाली। नेता प्रतिपक्ष अमरीश मिश्रा ने कहा कि चुंगी नाका से दीनदयाल तक सड़क की खराब स्थिति के कारण राहगीरों और दोपहिया नागरिकों को धूल के गुबार व गड्ढों से परेशानी हो रही है। उन्होंने नगर निगम के विकास संबंधी दावों पर सवाल उठाते हुए सड़क की स्थिति को 2200 करोड़ रुपए के बजट के जमीनी क्रियान्वयन से जोड़कर सवाल उठाए। अमरीश मिश्रा ने कहा कि सहराजसिंगों को अच्छी सड़क, स्वच्छ वातावरण और मूलभूत सुविधाएं उपलब्ध कराना नगर निगम की जिम्मेदारी है। कांग्रेस पार्षद दल जनहित के मुद्दों को लेकर आगे भी आवाज उठाता रहेगा। प्रदर्शन में पूर्व पार्षद तारिक अली पार्षद सत्येंद्र चौबे, नामी दीक्षित, पूर्व पार्षद मदन लारिया, सोनू बाजपेयी, अन्नू तिवारी, युवा कांग्रेस अध्यक्ष सोनू कुकरेले, दीपेश मिश्रा, रविंद्र गौतम, अमन अमेद्रा खटीक, राजा रैकवार, रिंकू तिवारी, शुभम अग्रवाल, पुष्पेंद्र अहिरवार, आकाश रजक, रोहित रैकवार, पुष्पेन्द्र उपाध्याय, स्वप्निल त्रिवेदी, संजय अहिरवार, पवन सोनी, नवल केशरवानी, प्रिंस केशरवानी, अंकित जायसवाल, अभिषेक साहू और राजेंद्र अहिरवार सहित कांग्रेस कार्यकर्ता व पदाधिकारी मौजूद रहे। <box>213 1026 555 1237</box>
padyatra-photo <box>212 792 557 1019</box>
eow-box-delay-text: मामले की सुनवाई के दौरान अदालत का मुख्य फोकस इस बात पर रहा कि अभियोजन की स्वीकृति मिलने के बाद भी चार्जशीट क्यों नहीं दाखिल की गई। कोर्ट ने इस देरी को गंभीर लापरवाही माना और संबंधित अधिकारी के खिलाफ कार्रवाई के निर्देश दिए। अदालत ने ईओडब्ल्यू से मामले में जल्द से जल्द चालान पेश करने को भी कहा है। <box>760 2286 1153 2341</box>
right-column-rule <box>1166 118 1167 2399</box>
page-number: 05 <box>1460 51 1510 91</box>
kalash-text: सामाजिक समरसता, एवं समाज में समानता की भावना को सशक्त बनाने के उद्देश्य से संत शिरोमणि गुरु रविदास महाराज की 650वीं जयंती के उपलक्ष्य में आयोजित समरसता संकल्प अभियान के अंतर्गत कलश वंदन यात्रा का आयोजन किया जा रहा है। इसी तारतम्य में पूर्व विधानसभा के सुभाष चंद्र बोस वार्ड के अब्दुल हमीद मंडल में कलश वंदन यात्रा निकाली गई। यात्रा में बड़ी संख्या में कार्यकर्ताओं, सामाजिक बंधुओं एवं श्रद्धालुओं ने उत्साहपूर्वक सहभागिता की। इस अवसर पर भाजपा जिला अध्यक्ष रत्नेश सोनकर महामंत्री अमित सोनू बनवारी, वीरेंद्र राजपूत, प्रणीत वर्मा, श्रीमती रीना राय, राहुल दुबे, कैलाश चक्रवर्ती, अमित राय, जगेश समुद्रे, दशरथ पटेल, संतोष झारिया, महेश रायपुरा, विमल राय, श्रीमती अंजना मनीष अग्रहरि, श्रीमती दुर्गा उपाध्याय, पिंटू पटेल, सुरभी दुबे, सुश्री दीपमाला सोनकर सहित विधानसभा की टोली के पदाधिकारी एवं कार्यकर्ता उपस्थित थे। <box>12 2150 404 2300</box>
sidebox-text: जिला विधिक सेवा प्राधिकरण के सचिव के अनुसार नेशनल लोक अदालत में कुल 10,264 प्रकरणों का निराकरण करते हुए 65 करोड़ 67 लाख 64 हजार 222 रुपये की राशि का अवार्ड पारित किया गया। प्रकरणों के निराकरण के लिए कुल 77 खंडपीठों का गठन किया गया था। लोक अदालत में न्यायालयों में लंबित 3,480 प्रकरणों एवं 6,784 प्रिलिटिगेशन प्रकरणों का निराकरण किया गया। लोक अदालत में आपराधिक शमनीय प्रकृति के 494 प्रकरण, धारा 138 एन.आई. एक्ट के 316 प्रकरण, मोटर दुर्घटना क्षतिपूर्ति दावा के 1,173 प्रकरण, विद्युत मामलों के 44 प्रकरण, वैवाहिक मामलों के 98 प्रकरण, विद्युत अधिनियम के अंतर्गत 160 प्रकरण तथा अन्य प्रकृति के 61 सिविल प्रकरणों का निराकरण किया गया। <box>775 530 1149 641</box>
top-story-headline: लोक अदालत में समझौते से जुड़े टूटे रिश्ते <box>288 165 1045 226</box>
issue-date: 13.09.2026 <box>1007 60 1133 86</box>
masthead <box>0 0 1527 111</box>
surgery-photo-2 <box>374 1369 528 1502</box>
surgery-kicker: लाईव सर्जरी से प्रतिभागियों ने प्रत्यक्ष देखी प्रक्रिया <box>326 1283 693 1306</box>
city-day: जबलपुर, रविवार <box>1006 30 1134 54</box>
padyatra-top-rule <box>212 693 557 695</box>
brief-label: ब्रीफ न्यूज़ <box>13 122 122 143</box>
surgery-dateline: जबलपुर, (ईएमएस)। <box>219 1509 300 1520</box>
kalash-headline: कलश वंदन यात्रा <box>71 2088 340 2139</box>
brief-divider-2 <box>9 1030 202 1032</box>
eow-box-delay <box>753 2258 1160 2398</box>
padyatra-text: नगर कांग्रेस कमेटी के आह्वान पर कांग्रेस पार्षद दल ने शहर की जर्जर सड़कों और नगर निगम की व्यवस्थाओं के विरोध में चुंगी नाका से आईटीआई गेट तक प्रतीकात्मक पदयात्रा निकाली। नेता प्रतिपक्ष अमरीश मिश्रा ने कहा कि चुंगी नाका से दीनदयाल तक सड़क की खराब स्थिति के कारण राहगीरों और दोपहिया नागरिकों को धूल के गुबार व गड्ढों से परेशानी हो रही है। उन्होंने नगर निगम के विकास संबंधी दावों पर सवाल उठाते हुए सड़क की स्थिति को 2200 करोड़ रुपए के बजट के जमीनी क्रियान्वयन से जोड़कर सवाल उठाए। अमरीश मिश्रा ने कहा कि सहराजसिंगों को अच्छी सड़क, स्वच्छ वातावरण और मूलभूत सुविधाएं उपलब्ध कराना नगर निगम की जिम्मेदारी है। कांग्रेस पार्षद दल जनहित के मुद्दों को लेकर आगे भी आवाज उठाता रहेगा। प्रदर्शन में पूर्व पार्षद तारिक अली पार्षद सत्येंद्र चौबे, नामी दीक्षित, पूर्व पार्षद मदन लारिया, सोनू बाजपेयी, अन्नू तिवारी, युवा कांग्रेस अध्यक्ष सोनू कुकरेले, दीपेश मिश्रा, रविंद्र गौतम, अमन अमेद्रा खटीक, राजा रैकवार, रिंकू तिवारी, शुभम अग्रवाल, पुष्पेंद्र अहिरवार, आकाश रजक, रोहित रैकवार, पुष्पेन्द्र उपाध्याय, स्वप्निल त्रिवेदी, संजय अहिरवार, पवन सोनी, नवल केशरवानी, प्रिंस केशरवानी, अंकित जायसवाल, अभिषेक साहू और राजेंद्र अहिरवार सहित कांग्रेस कार्यकर्ता व पदाधिकारी मौजूद रहे। <box>213 1026 555 1237</box>
eow-box-fir-text: मामला तत्कालीन जिले की बरेली तहसील से संबंधित है। सहायक शिक्षक सीमा धनराज एवं उमराव धनराज ने शिकायत की थी कि स्कूली बच्चों को निःशुल्क साइकिल वितरण में अनियमितता की गई है। याचिकाकर्ताओं के अनुसार, वर्ष 2013 में स्कूल शिक्षा विभाग की योजना के तहत साइकिल वितरण में गड़बड़ी की गई थी। इस मामले में 7 दिसंबर 2015 को एफआईआर दर्ज की गई थी। याचिका में आरोपियों के खिलाफ शीघ्र चार्जशीट दाखिल करने की मांग की गई है। <box>760 2164 1153 2232</box>
section-banner <box>22 33 351 86</box>
